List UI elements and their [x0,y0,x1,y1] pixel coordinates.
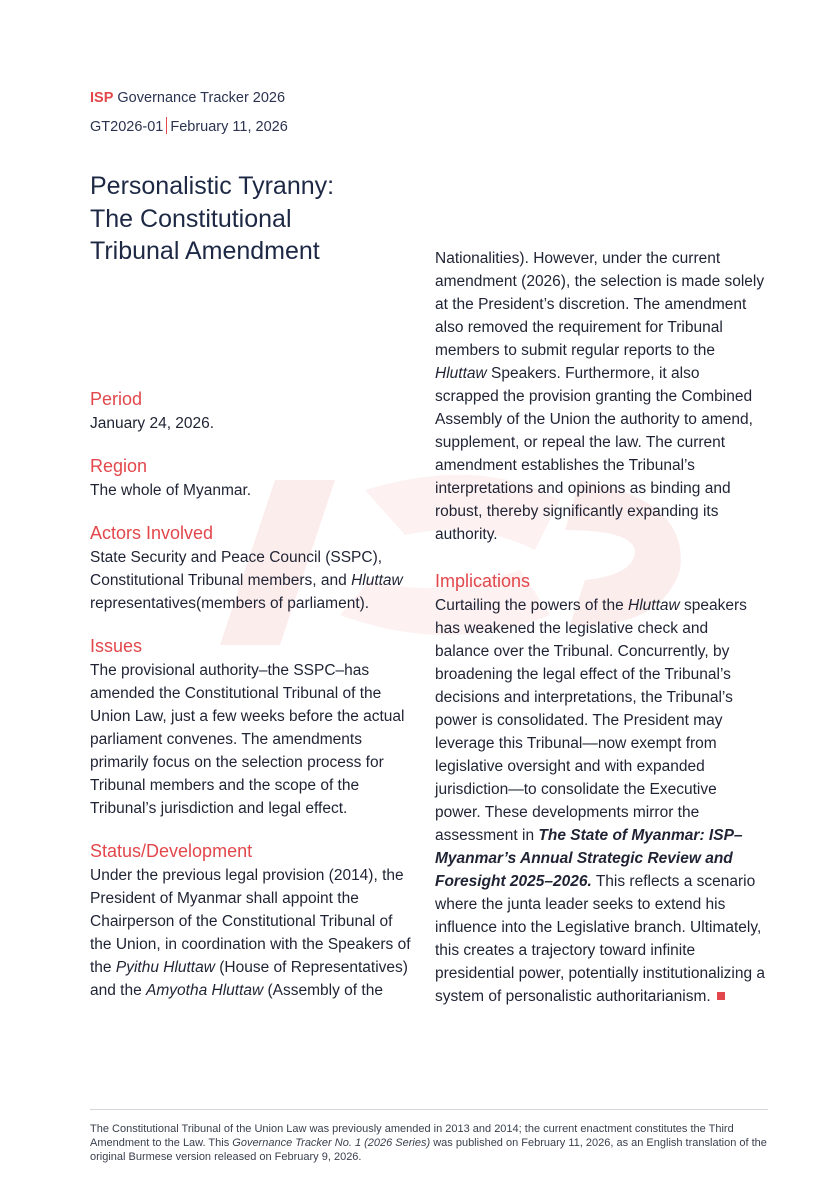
text-run: Under the previous legal provision (2014), the President of Myanmar shall appoint the Chairperson of the Constitutional Tribunal of the Union, in coordination with the Speakers of the [90,867,411,976]
text-run: (House of Representatives) and the [90,959,408,999]
title-line: Personalistic Tyranny: [90,172,335,200]
meta-divider [166,117,167,134]
text-run: (Assembly of the [263,982,383,999]
section-issues [90,633,412,820]
section-period [90,386,412,435]
section-text [90,864,412,1002]
title-line: Tribunal Amendment [90,237,320,265]
publication-title: The State of Myanmar: ISP–Myanmar’s Annual Strategic Review and Foresight 2025–2026. [435,827,743,890]
section-heading: Period [90,389,143,409]
section-heading: Issues [90,636,143,656]
footnote [90,1122,770,1165]
left-column [90,386,412,1020]
section-text: The whole of Myanmar. [90,482,252,499]
section-text: January 24, 2026. [90,415,215,432]
series-name: Governance Tracker 2026 [117,90,286,106]
italic-term: Pyithu Hluttaw [115,959,215,976]
section-heading: Status/Development [90,841,253,861]
text-run: The Constitutional Tribunal of the Union Law was previously amended in 2013 and 2014; the current enactment constitutes the Third Amendment to the Law. This [90,1123,734,1150]
section-text-continued [435,247,765,546]
italic-term: Hluttaw [628,597,680,614]
brand-name: ISP [90,90,114,106]
section-implications [435,568,765,1008]
tracker-series [90,90,285,106]
section-text: The provisional authority–the SSPC–has amended the Constitutional Tribunal of the Union Law, just a few weeks before the actual parliament convenes. The amendments primarily focus on the selection process for Tribunal members and the scope of the Tribunal’s jurisdiction and legal effect. [90,662,405,817]
section-region [90,453,412,502]
footer-divider [90,1109,768,1110]
italic-term: Amyotha Hluttaw [146,982,264,999]
section-text [90,546,412,615]
text-run: Speakers. Furthermore, it also scrapped the provision granting the Combined Assembly of the Union the authority to amend, supplement, or repeal the law. The current amendment establishes the Tribunal’s interpretations and opinions as binding and robust, thereby significantly expanding its authority. [435,365,753,543]
end-mark-icon [717,992,725,1000]
text-run: Curtailing the powers of the [435,597,628,614]
title-line: The Constitutional [90,204,292,233]
text-run: Nationalities). However, under the current amendment (2026), the selection is made solely at the President’s discretion. The amendment also removed the requirement for Tribunal members to submit regular reports to the [435,250,765,359]
text-run: speakers has weakened the legislative check and balance over the Tribunal. Concurrently, by broadening the legal effect of the Tribunal’s decisions and interpretations, the Tribunal’s power is consolidated. The President may leverage this Tribunal—now exempt from legislative oversight and with expanded jurisdiction—to consolidate the Executive power. These developments mirror the assessment in [435,597,747,844]
italic-term: Governance Tracker No. 1 (2026 Series) [232,1137,431,1150]
text-run: representatives(members of parliament). [90,595,370,612]
page-title [90,170,420,268]
right-column [435,247,765,1026]
tracker-meta [90,117,288,135]
section-heading: Region [90,456,148,476]
text-run: This reflects a scenario where the junta leader seeks to extend his influence into the Legislative branch. Ultimately, this creates a trajectory toward infinite presidential power, potentially institutionalizing a system of personalistic authoritarianism. [435,873,766,1005]
doc-id: GT2026-01 [90,119,164,135]
text-run: was published on February 11, 2026, as an English translation of the original Burmese version released on February 9, 2026. [90,1137,767,1164]
publish-date: February 11, 2026 [170,119,288,135]
text-run: State Security and Peace Council (SSPC), Constitutional Tribunal members, and [90,549,383,589]
italic-term: Hluttaw [435,365,487,382]
section-heading: Actors Involved [90,523,214,543]
section-heading: Implications [435,571,531,591]
section-status [90,838,412,1002]
italic-term: Hluttaw [351,572,403,589]
section-text [435,594,765,1008]
section-actors [90,520,412,615]
